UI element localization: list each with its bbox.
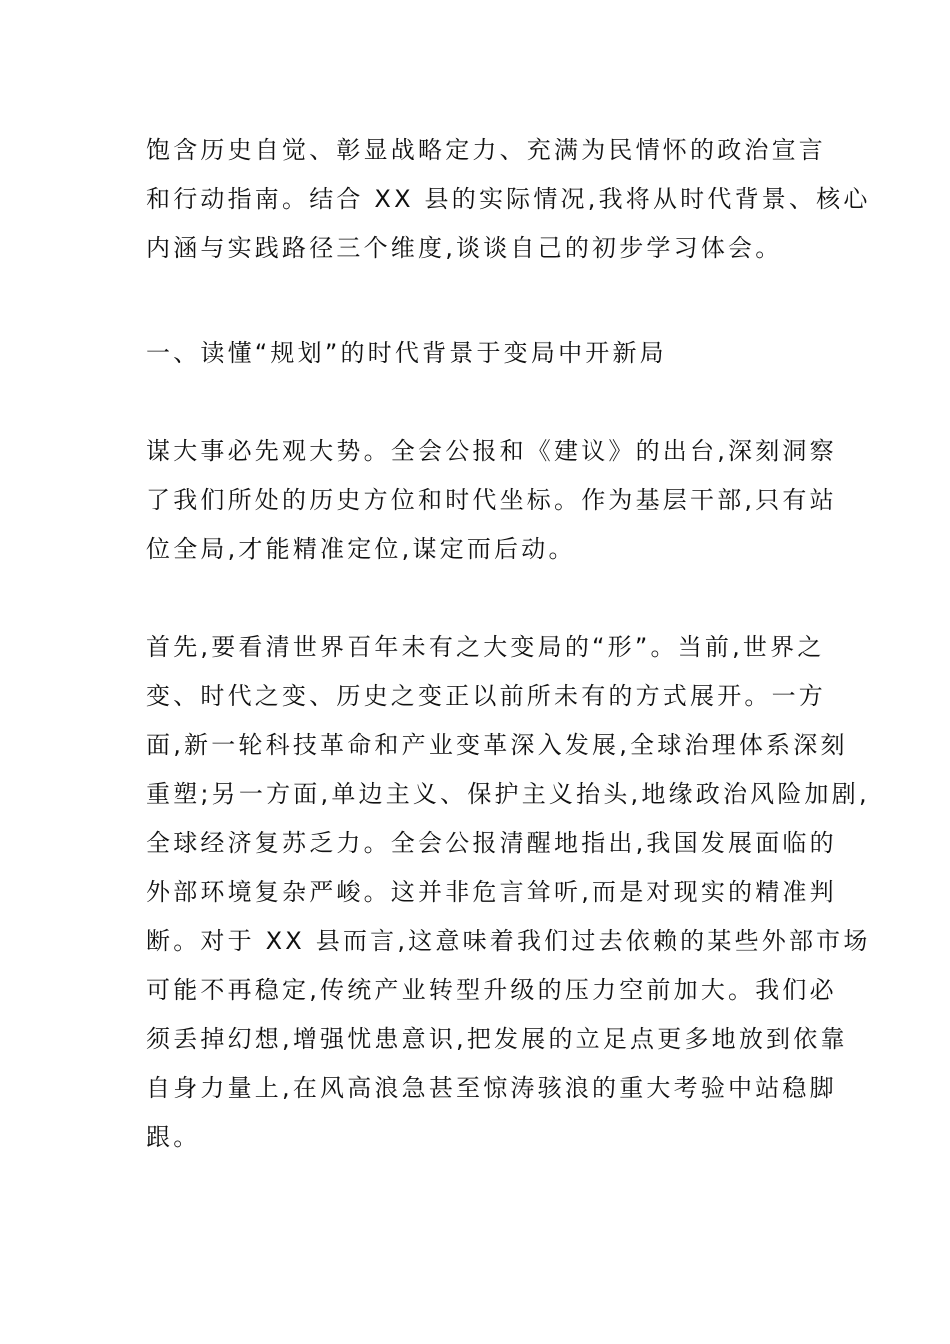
paragraph-1-line-3: 内涵与实践路径三个维度,谈谈自己的初步学习体会。 <box>146 234 783 262</box>
paragraph-3-line-7: 断。对于 XX 县而言,这意味着我们过去依赖的某些外部市场 <box>146 927 871 955</box>
paragraph-3-line-5: 全球经济复苏乏力。全会公报清醒地指出,我国发展面临的 <box>146 829 837 857</box>
paragraph-3-line-4: 重塑;另一方面,单边主义、保护主义抬头,地缘政治风险加剧, <box>146 780 870 808</box>
paragraph-1-line-2: 和行动指南。结合 XX 县的实际情况,我将从时代背景、核心 <box>146 185 871 213</box>
paragraph-3-line-8: 可能不再稳定,传统产业转型升级的压力空前加大。我们必 <box>146 976 837 1004</box>
paragraph-1-line-1: 饱含历史自觉、彰显战略定力、充满为民情怀的政治宣言 <box>146 136 826 164</box>
paragraph-2-line-1: 谋大事必先观大势。全会公报和《建议》的出台,深刻洞察 <box>146 437 837 465</box>
paragraph-3-line-1: 首先,要看清世界百年未有之大变局的“形”。当前,世界之 <box>146 633 825 661</box>
paragraph-2-line-3: 位全局,才能精准定位,谋定而后动。 <box>146 535 576 563</box>
paragraph-3-line-2: 变、时代之变、历史之变正以前所未有的方式展开。一方 <box>146 682 826 710</box>
paragraph-3-line-9: 须丢掉幻想,增强忧患意识,把发展的立足点更多地放到依靠 <box>146 1025 848 1053</box>
paragraph-3-line-11: 跟。 <box>146 1123 201 1151</box>
paragraph-3-line-3: 面,新一轮科技革命和产业变革深入发展,全球治理体系深刻 <box>146 731 848 759</box>
paragraph-2-line-2: 了我们所处的历史方位和时代坐标。作为基层干部,只有站 <box>146 486 837 514</box>
paragraph-3-line-10: 自身力量上,在风高浪急甚至惊涛骇浪的重大考验中站稳脚 <box>146 1074 837 1102</box>
section-heading: 一、读懂“规划”的时代背景于变局中开新局 <box>146 339 667 367</box>
paragraph-3-line-6: 外部环境复杂严峻。这并非危言耸听,而是对现实的精准判 <box>146 878 837 906</box>
